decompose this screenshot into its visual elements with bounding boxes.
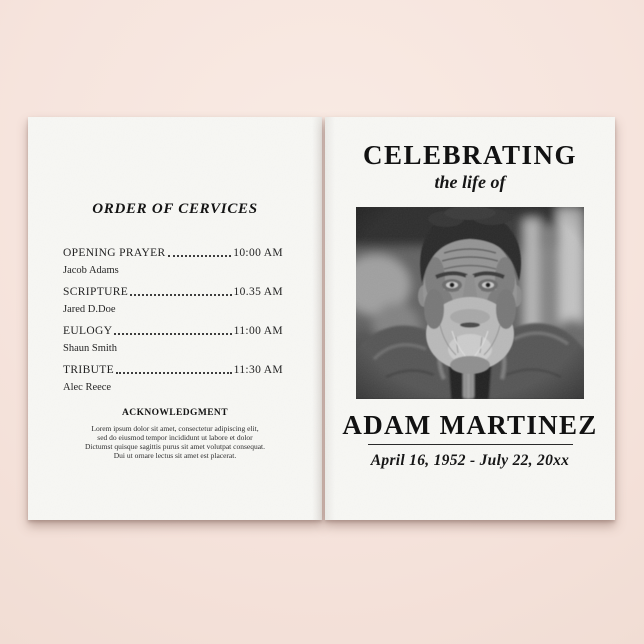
program-time: 11:00 AM	[233, 325, 283, 337]
program-person: Shaun Smith	[63, 343, 117, 354]
order-of-services-heading: ORDER OF CERVICES	[92, 201, 258, 217]
list-item	[63, 286, 283, 315]
acknowledgment-section	[28, 408, 322, 461]
dot-leader	[130, 294, 231, 296]
program-person: Jared D.Doe	[63, 304, 116, 315]
program-time: 10.35 AM	[233, 286, 283, 298]
program-order-page	[28, 117, 322, 520]
program-row	[63, 364, 283, 376]
birth-death-dates: April 16, 1952 - July 22, 20xx	[370, 452, 570, 470]
program-time: 11:30 AM	[233, 364, 283, 376]
program-label: OPENING PRAYER	[63, 247, 166, 259]
program-label: TRIBUTE	[63, 364, 114, 376]
deceased-name: ADAM MARTINEZ	[342, 409, 598, 440]
list-item	[63, 247, 283, 276]
cover-subtitle: the life of	[434, 171, 506, 192]
dot-leader	[168, 255, 232, 257]
funeral-program-card	[28, 117, 615, 520]
program-label: SCRIPTURE	[63, 286, 129, 298]
program-cover-page	[325, 117, 615, 520]
program-person: Alec Reece	[63, 382, 112, 393]
portrait-illustration	[356, 207, 584, 399]
program-label: EULOGY	[63, 325, 113, 337]
acknowledgment-text: Lorem ipsum dolor sit amet, consectetur adipiscing elit,	[91, 424, 259, 433]
program-person: Jacob Adams	[63, 265, 119, 276]
program-row	[63, 247, 283, 259]
portrait-photo	[356, 207, 584, 399]
acknowledgment-heading: ACKNOWLEDGMENT	[122, 408, 228, 418]
program-row	[63, 286, 283, 298]
acknowledgment-text: Dictumst quisque sagittis purus sit amet volutpat consequat.	[85, 442, 265, 452]
service-program-list	[63, 247, 283, 393]
list-item	[63, 325, 283, 354]
dot-leader	[116, 372, 232, 374]
dot-leader	[114, 333, 231, 335]
acknowledgment-text: sed do eiusmod tempor incididunt ut labore et dolor	[97, 433, 253, 443]
list-item	[63, 364, 283, 393]
acknowledgment-text: Dui ut ornare lectus sit amet est placerat.	[113, 451, 237, 461]
program-row	[63, 325, 283, 337]
name-divider-rule	[368, 444, 573, 445]
program-time: 10:00 AM	[233, 247, 283, 259]
cover-title: CELEBRATING	[362, 140, 578, 170]
